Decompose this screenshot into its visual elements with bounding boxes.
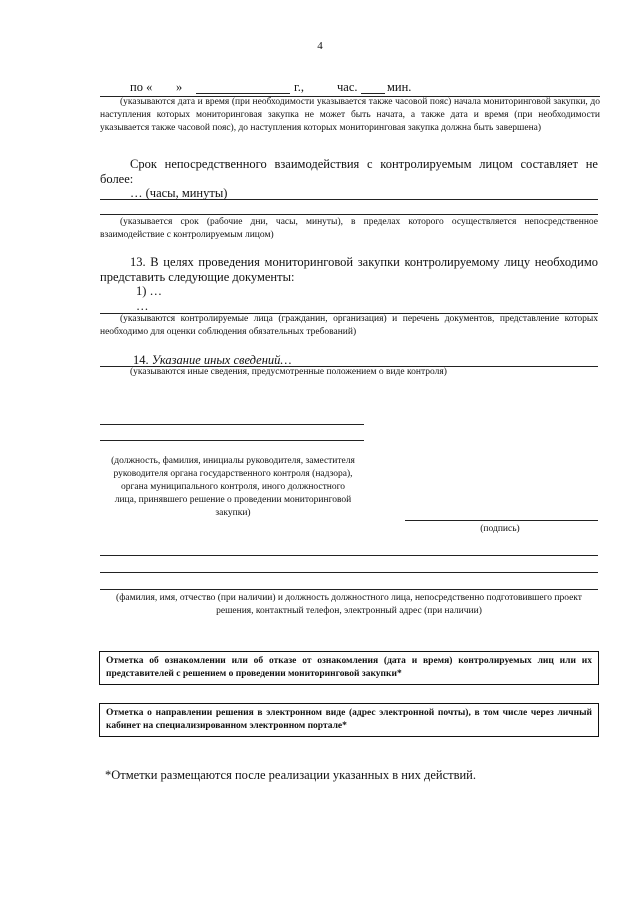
term-note: (указывается срок (рабочие дни, часы, минуты), в пределах которого осуществляется непосредственное взаимодействие с контролируемым лицом)	[100, 217, 598, 240]
electronic-sending-mark-box: Отметка о направлении решения в электронном виде (адрес электронной почты), в том числе через личный кабинет на специализированном электронном портале*	[99, 703, 599, 737]
date-close-quote: »	[176, 80, 183, 94]
preparer-line-1	[100, 555, 598, 556]
term-line-1	[100, 199, 598, 200]
section14-note: (указываются иные сведения, предусмотренные положением о виде контроля)	[130, 367, 447, 377]
date-po: по «	[130, 80, 153, 94]
preparer-line-2	[100, 572, 598, 573]
signature-label: (подпись)	[480, 524, 520, 534]
section13-item2: …	[136, 299, 149, 313]
section13-item1: 1) …	[136, 284, 163, 298]
official-line-2	[100, 440, 364, 441]
date-month-line	[196, 93, 290, 94]
section13-text: 13. В целях проведения мониторинговой закупки контролируемому лицу необходимо представить следующие документы:	[100, 255, 598, 284]
section14-num: 14.	[133, 353, 149, 367]
acquaintance-mark-box: Отметка об ознакомлении или об отказе от ознакомления (дата и время) контролируемых лиц или их представителей с решением о проведении мониторинговой закупки*	[99, 651, 599, 685]
section14-text: Указание иных сведений…	[151, 353, 292, 367]
footnote: *Отметки размещаются после реализации указанных в них действий.	[105, 768, 476, 782]
date-minutes-line	[361, 93, 385, 94]
date-note: (указываются дата и время (при необходимости указывается также часовой пояс) начала мониторинговой закупки, до наступления которых мониторинговая закупка не может быть начата, а также дата и время (при необходимости указывается также часовой пояс), до наступления которых мониторинговая закупка должна быть завершена)	[100, 97, 600, 133]
preparer-note: (фамилия, имя, отчество (при наличии) и должность должностного лица, непосредственно подготовившего проект решения, контактный телефон, электронный адрес (при наличии)	[116, 593, 582, 616]
term-line-2	[100, 214, 598, 215]
term-text: Срок непосредственного взаимодействия с контролируемым лицом составляет не более:	[100, 157, 598, 186]
date-min-label: мин.	[387, 80, 412, 94]
preparer-line-3	[100, 589, 598, 590]
signature-line	[405, 520, 598, 521]
official-line-1	[100, 424, 364, 425]
date-year-label: г.,	[294, 80, 304, 94]
section13-note: (указываются контролируемые лица (гражданин, организация) и перечень документов, представление которых необходимо для оценки соблюдения обязательных требований)	[100, 314, 598, 337]
page-number: 4	[317, 40, 323, 52]
date-hour-label: час.	[337, 80, 358, 94]
term-value: … (часы, минуты)	[130, 186, 228, 200]
official-note: (должность, фамилия, инициалы руководителя, заместителя руководителя органа государственного контроля (надзора), органа муниципального контроля, иного должностного лица, принявшего решение о проведении мониторинговой закупки)	[111, 456, 355, 518]
